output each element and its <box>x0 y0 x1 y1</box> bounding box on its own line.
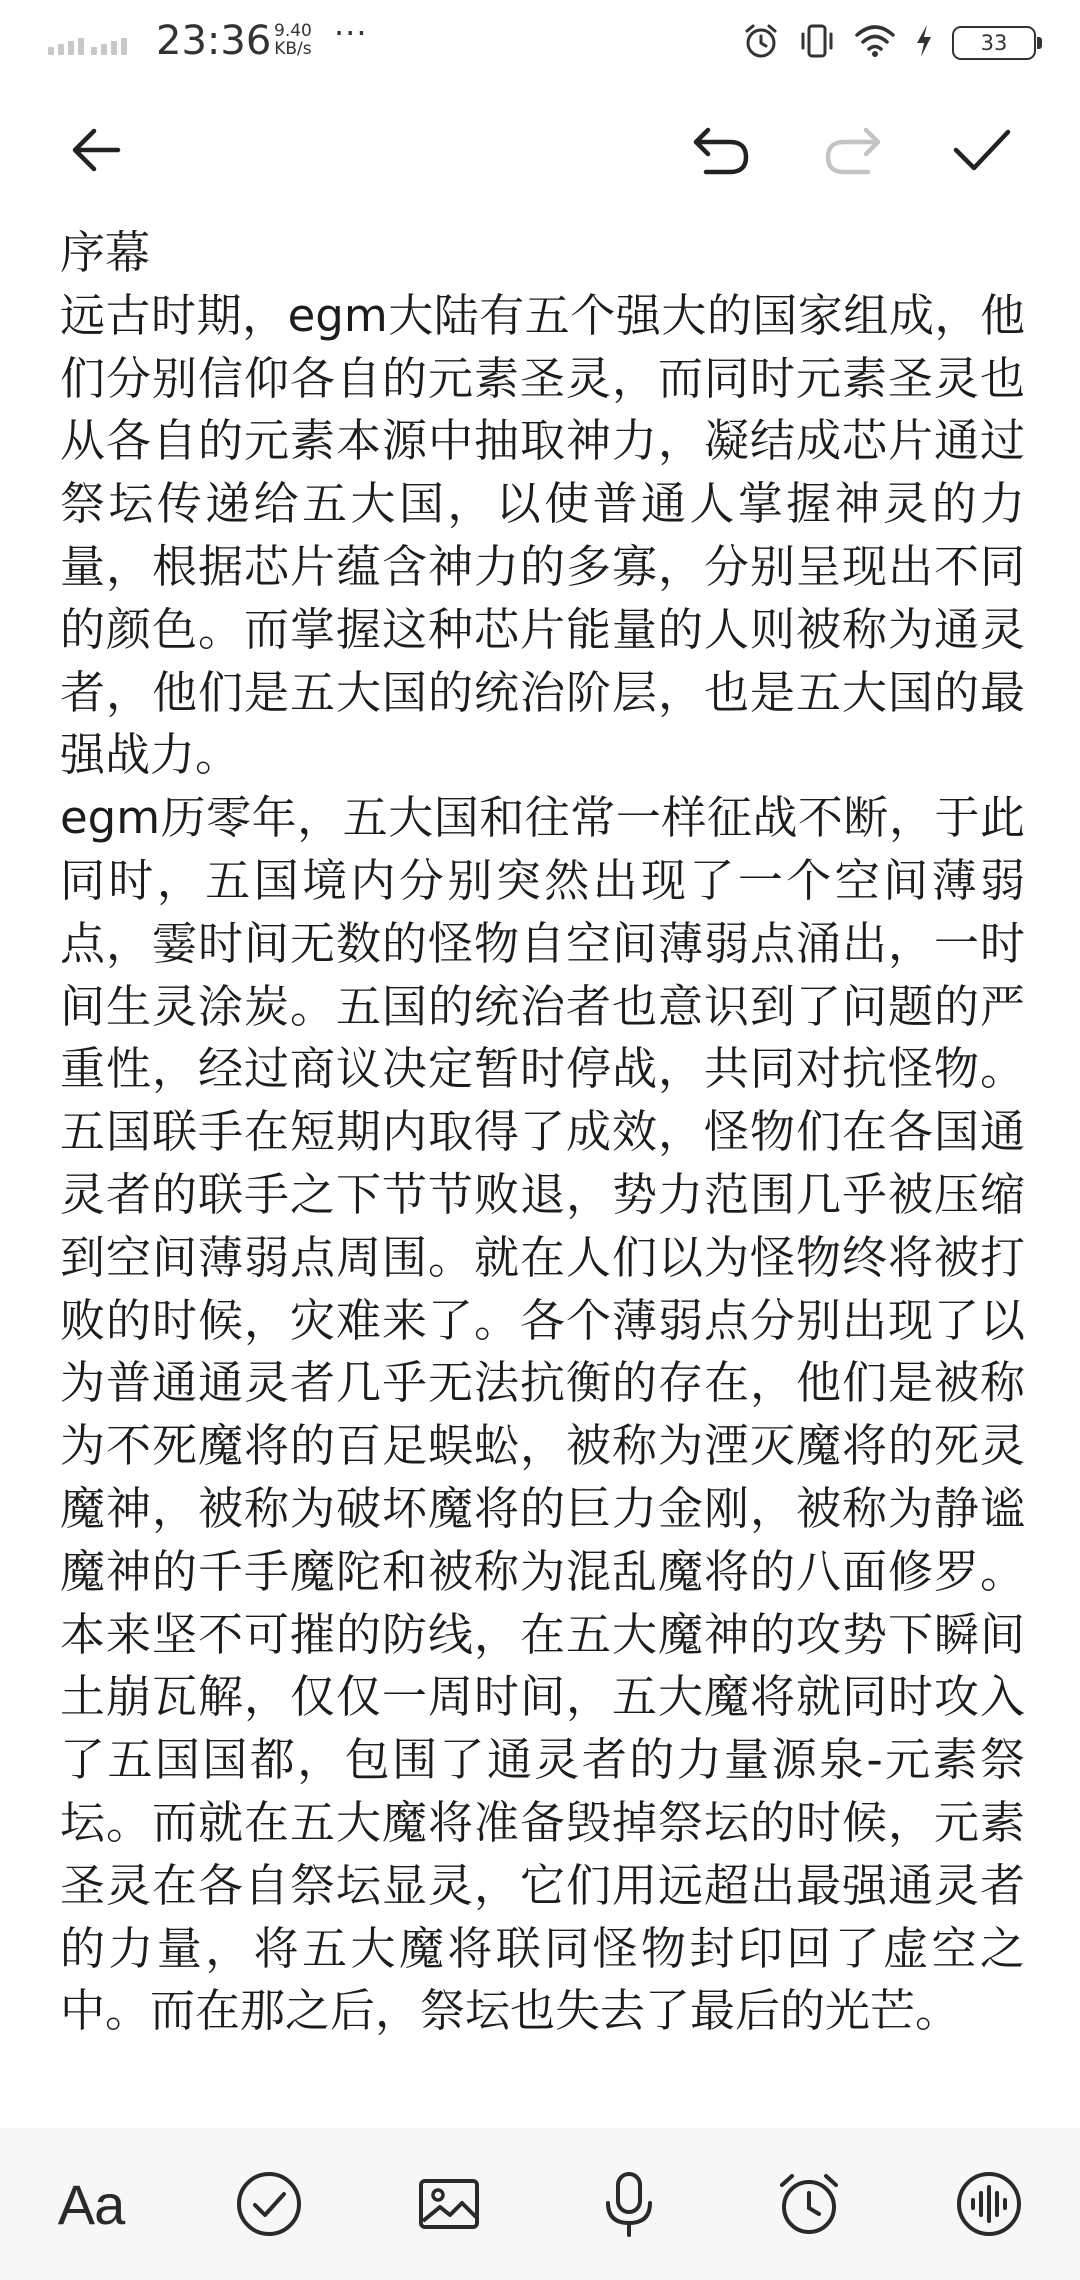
voice-input-button[interactable] <box>589 2164 669 2244</box>
note-paragraph-1: 远古时期，egm大陆有五个强大的国家组成，他们分别信仰各自的元素圣灵，而同时元素圣灵也从各自的元素本源中抽取神力，凝结成芯片通过祭坛传递给五大国，以使普通人掌握神灵的力量，根据芯片蕴含神力的多寡，分别呈现出不同的颜色。而掌握这种芯片能量的人则被称为通灵者，他们是五大国的统治阶层，也是五大国的最强战力。 <box>60 288 1025 782</box>
battery-icon <box>952 26 1036 60</box>
microphone-icon <box>596 2169 662 2239</box>
note-title: 序幕 <box>60 226 151 279</box>
note-editor[interactable] <box>60 222 1025 2043</box>
back-arrow-icon <box>64 118 128 182</box>
text-format-button[interactable] <box>51 2164 131 2244</box>
back-button[interactable] <box>56 110 136 190</box>
battery-level: 33 <box>980 31 1008 55</box>
network-speed-value: 9.40 <box>274 21 312 41</box>
wifi-icon <box>854 23 896 63</box>
more-notifications-icon: ··· <box>334 14 368 52</box>
signal-icon <box>48 38 127 55</box>
status-bar <box>0 0 1080 90</box>
redo-button[interactable] <box>812 110 892 190</box>
undo-icon <box>688 116 756 184</box>
format-toolbar <box>0 2128 1080 2280</box>
undo-button[interactable] <box>682 110 762 190</box>
voice-wave-icon <box>954 2169 1024 2239</box>
voice-note-button[interactable] <box>949 2164 1029 2244</box>
checklist-icon <box>234 2169 304 2239</box>
editor-toolbar <box>0 110 1080 190</box>
image-icon <box>416 2171 482 2237</box>
network-speed-unit: KB/s <box>274 39 312 59</box>
vibrate-icon <box>798 22 836 64</box>
checkmark-icon <box>948 116 1016 184</box>
network-speed <box>274 22 312 58</box>
reminder-button[interactable] <box>769 2164 849 2244</box>
font-format-icon: Aa <box>57 2172 125 2236</box>
redo-icon <box>818 116 886 184</box>
note-paragraph-2: egm历零年，五大国和往常一样征战不断，于此同时，五国境内分别突然出现了一个空间薄弱点，霎时间无数的怪物自空间薄弱点涌出，一时间生灵涂炭。五国的统治者也意识到了问题的严重性，经过商议决定暂时停战，共同对抗怪物。五国联手在短期内取得了成效，怪物们在各国通灵者的联手之下节节败退，势力范围几乎被压缩到空间薄弱点周围。就在人们以为怪物终将被打败的时候，灾难来了。各个薄弱点分别出现了以为普通通灵者几乎无法抗衡的存在，他们是被称为不死魔将的百足蜈蚣，被称为湮灭魔将的死灵魔神，被称为破坏魔将的巨力金刚，被称为静谧魔神的千手魔陀和被称为混乱魔将的八面修罗。本来坚不可摧的防线，在五大魔神的攻势下瞬间土崩瓦解，仅仅一周时间，五大魔将就同时攻入了五国国都，包围了通灵者的力量源泉-元素祭坛。而就在五大魔将准备毁掉祭坛的时候，元素圣灵在各自祭坛显灵，它们用远超出最强通灵者的力量，将五大魔将联同怪物封印回了虚空之中。而在那之后，祭坛也失去了最后的光芒。 <box>60 791 1025 2038</box>
insert-image-button[interactable] <box>409 2164 489 2244</box>
checklist-button[interactable] <box>229 2164 309 2244</box>
save-button[interactable] <box>942 110 1022 190</box>
alarm-clock-icon <box>774 2169 844 2239</box>
charging-icon <box>914 23 934 63</box>
status-time: 23:36 <box>156 18 272 64</box>
alarm-icon <box>742 22 780 64</box>
